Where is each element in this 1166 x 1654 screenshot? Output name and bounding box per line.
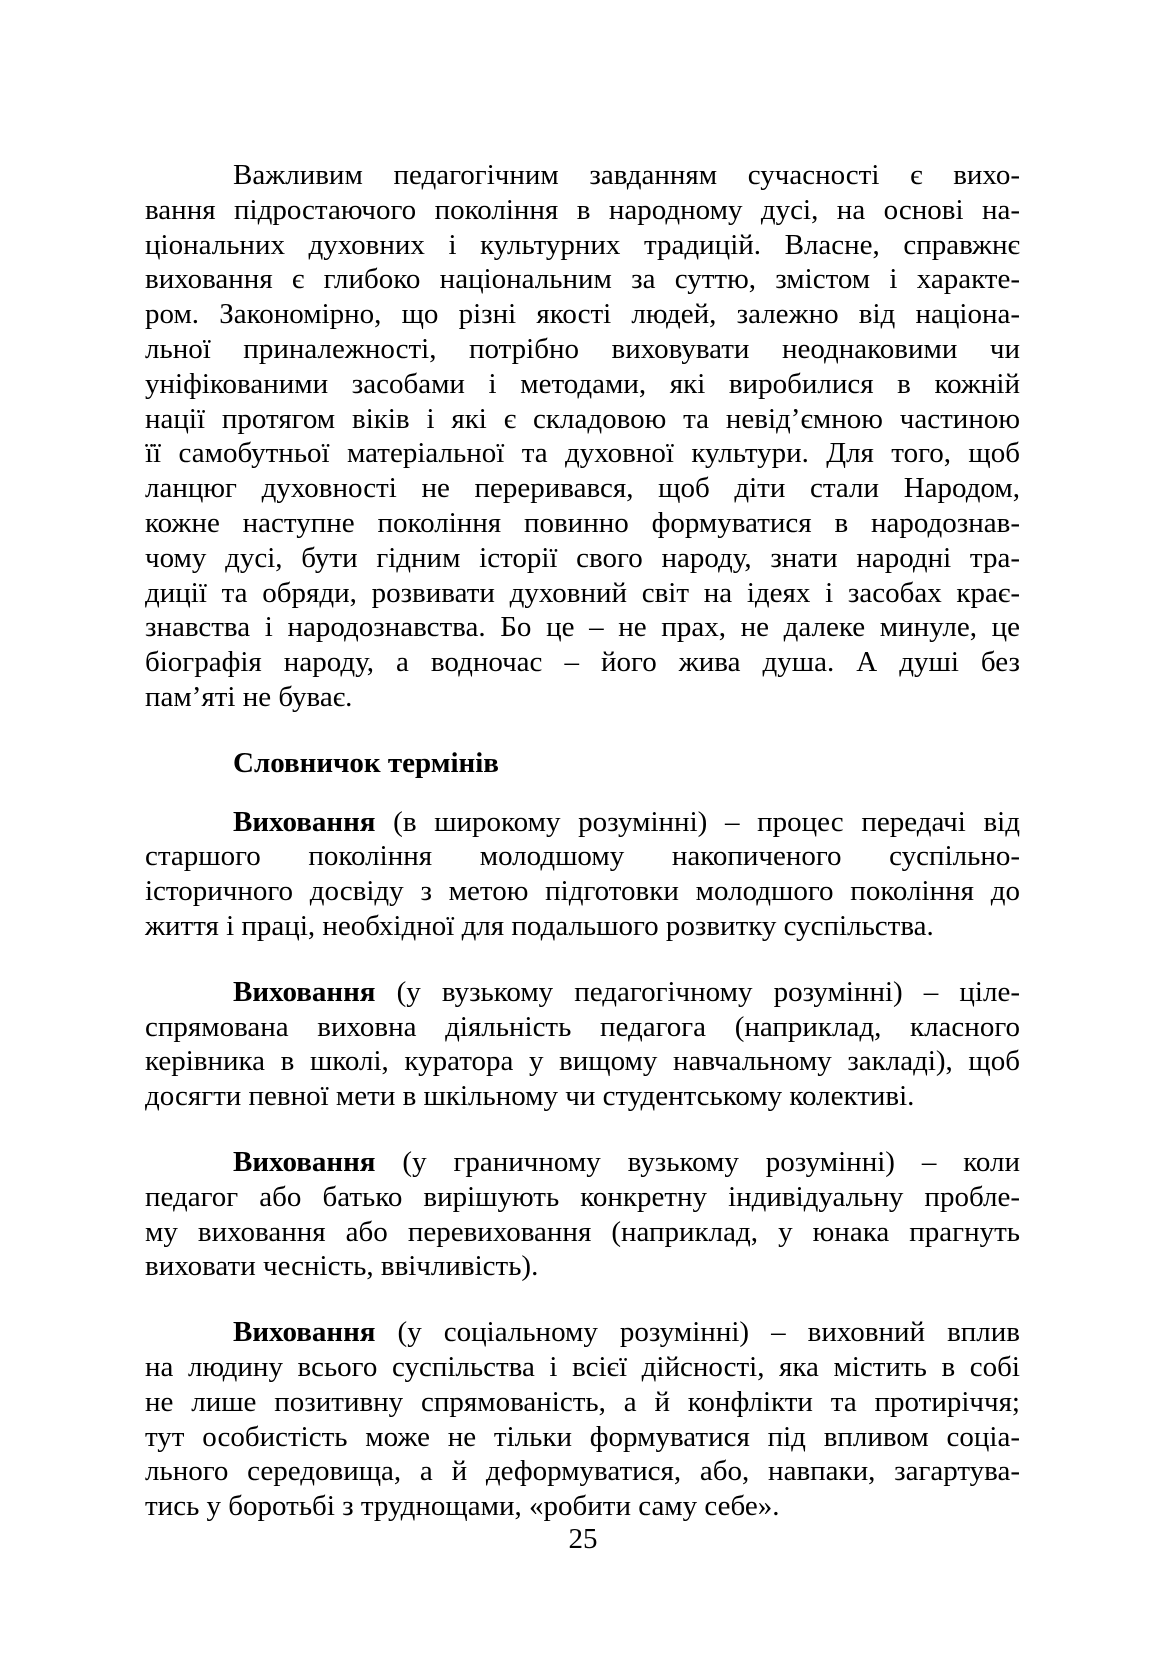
text-line: ціональних духовних і культурних традицій. Власне, справжнє [145,228,1020,261]
text-line: льної приналежності, потрібно виховувати неоднаковими чи [145,332,1020,365]
text-line: вання підростаючого покоління в народному дусі, на основі на- [145,193,1020,226]
text-line: керівника в школі, куратора у вищому навчальному закладі), щоб [145,1045,1020,1078]
definition-paragraph [145,805,1020,944]
text-line: уніфікованими засобами і методами, які виробилися в кожній [145,367,1020,400]
text-line: нації протягом віків і які є складовою та невід’ємною частиною [145,402,1020,435]
glossary-term: Виховання [233,1316,376,1349]
text-line: спрямована виховна діяльність педагога (наприклад, класного [145,1010,1020,1043]
text-line: історичного досвіду з метою підготовки молодшого покоління до [145,875,1020,908]
text-line: Виховання (у вузькому педагогічному розумінні) – ціле- [233,975,1020,1008]
text-line: Виховання (в широкому розумінні) – процес передачі від [233,805,1020,838]
text-column [145,158,1020,1555]
text-line: її самобутньої матеріальної та духовної культури. Для того, щоб [145,437,1020,470]
text-line: чому дусі, бути гідним історії свого народу, знати народні тра- [145,541,1020,574]
text-line: ланцюг духовності не переривався, щоб діти стали Народом, [145,472,1020,505]
definition-paragraph [145,1315,1020,1524]
text-line: старшого покоління молодшому накопиченого суспільно- [145,840,1020,873]
text-line: на людину всього суспільства і всієї дійсності, яка містить в собі [145,1350,1020,1383]
text-line: життя і праці, необхідної для подальшого розвитку суспільства. [145,909,934,942]
text-line: Важливим педагогічним завданням сучасності є вихо- [233,159,1020,191]
text-line: диції та обряди, розвивати духовний світ на ідеях і засобах крає- [145,576,1020,609]
text-line: біографія народу, а водночас – його жива душа. А душі без [145,646,1020,679]
body-paragraph [145,158,1020,715]
section-heading: Словничок термінів [233,746,499,779]
text-line: тись у боротьбі з труднощами, «робити саму себе». [145,1490,780,1523]
text-line: кожне наступне покоління повинно формуватися в народознав- [145,506,1020,539]
text-line: виховання є глибоко національним за суттю, змістом і характе- [145,263,1020,296]
glossary-term: Виховання [233,975,376,1008]
text-line: му виховання або перевиховання (наприклад, у юнака прагнуть [145,1215,1020,1248]
glossary-term: Виховання [233,1145,376,1178]
text-line: Виховання (у граничному вузькому розумінні) – коли [233,1145,1020,1178]
text-line: пам’яті не буває. [145,680,353,713]
text-line: досягти певної мети в шкільному чи студентському колективі. [145,1080,915,1113]
definition-paragraph [145,975,1020,1114]
glossary-term: Виховання [233,805,376,838]
text-line: знавства і народознавства. Бо це – не прах, не далеке минуле, це [145,611,1020,644]
text-line: Виховання (у соціальному розумінні) – виховний вплив [233,1316,1020,1349]
text-line: льного середовища, а й деформуватися, або, навпаки, загартува- [145,1455,1020,1488]
text-line: виховати чесність, ввічливість). [145,1250,539,1283]
text-line: педагог або батько вирішують конкретну індивідуальну пробле- [145,1180,1020,1213]
page-number: 25 [568,1523,598,1555]
text-line: ром. Закономірно, що різні якості людей, залежно від націона- [145,298,1020,331]
definition-paragraph [145,1145,1020,1284]
text-line: не лише позитивну спрямованість, а й конфлікти та протиріччя; [145,1385,1020,1418]
text-line: тут особистість може не тільки формуватися під впливом соціа- [145,1420,1020,1453]
